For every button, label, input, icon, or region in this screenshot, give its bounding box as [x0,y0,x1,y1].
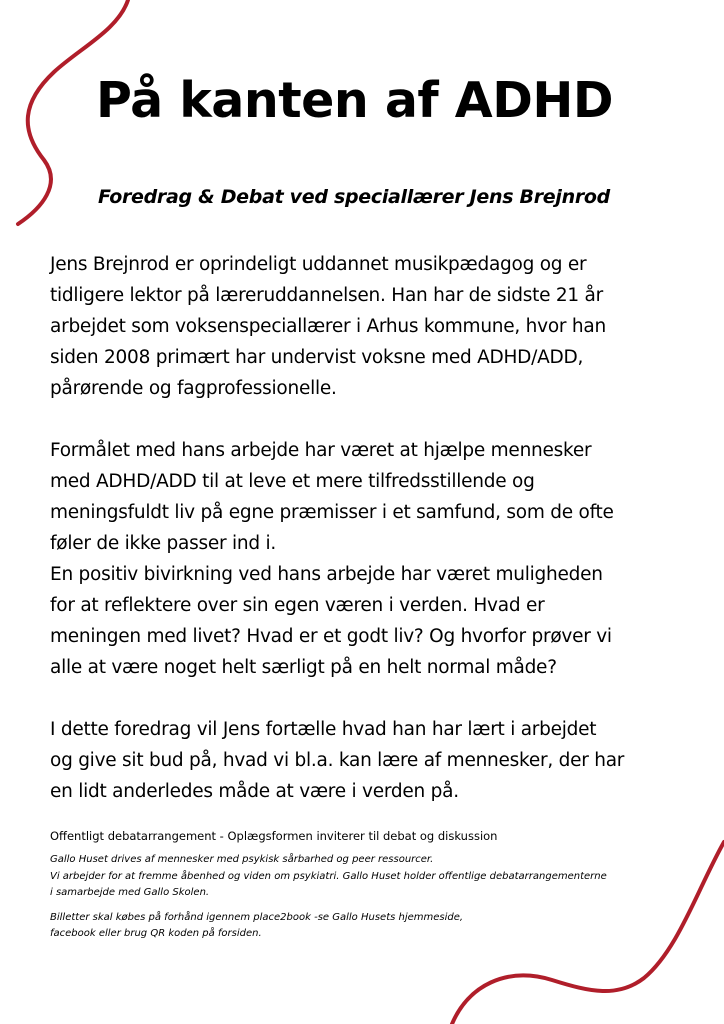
paragraph-gap [50,683,720,714]
subtitle: Foredrag & Debat ved speciallærer Jens Brejnrod [98,186,610,208]
paragraph-gap [50,404,720,435]
text-line: føler de ikke passer ind i. [50,533,276,554]
text-line: tidligere lektor på læreruddannelsen. Han har de sidste 21 år [50,285,603,306]
text-line: I dette foredrag vil Jens fortælle hvad han har lært i arbejdet [50,719,597,740]
text-line: en lidt anderledes måde at være i verden på. [50,781,459,802]
about-line: Vi arbejder for at fremme åbenhed og viden om psykiatri. Gallo Huset holder offentlige debatarrangementerne [50,870,607,882]
text-line: pårørende og fagprofessionelle. [50,378,337,399]
footer-spacer [50,902,607,910]
ticket-line: Billetter skal købes på forhånd igennem place2book -se Gallo Husets hjemmeside, [50,911,464,923]
text-line: arbejdet som voksenspeciallærer i Arhus kommune, hvor han [50,316,606,337]
text-line: En positiv bivirkning ved hans arbejde har været muligheden [50,564,603,585]
event-note: Offentligt debatarrangement - Oplægsformen inviterer til debat og diskussion [50,829,498,843]
about-line: Gallo Huset drives af mennesker med psykisk sårbarhed og peer ressourcer. [50,854,434,865]
text-line: Formålet med hans arbejde har været at hjælpe mennesker [50,440,592,461]
body-text [50,249,720,807]
text-line: og give sit bud på, hvad vi bl.a. kan lære af mennesker, der har [50,750,625,771]
text-line: alle at være noget helt særligt på en helt normal måde? [50,657,557,678]
text-line: Jens Brejnrod er oprindeligt uddannet musikpædagog og er [50,254,587,275]
text-line: meningen med livet? Hvad er et godt liv? Og hvorfor prøver vi [50,626,612,647]
text-line: med ADHD/ADD til at leve et mere tilfredsstillende og [50,471,535,492]
text-line: for at reflektere over sin egen væren i verden. Hvad er [50,595,545,616]
paragraph-purpose [50,435,720,683]
paragraph-bio [50,249,720,404]
text-line: siden 2008 primært har undervist voksne med ADHD/ADD, [50,347,584,368]
text-line: meningsfuldt liv på egne præmisser i et samfund, som de ofte [50,502,614,523]
page-title: På kanten af ADHD [96,72,614,129]
about-line: i samarbejde med Gallo Skolen. [50,887,210,898]
ticket-line: facebook eller brug QR koden på forsiden. [50,928,262,939]
footer-info [50,852,607,943]
paragraph-talk [50,714,720,807]
